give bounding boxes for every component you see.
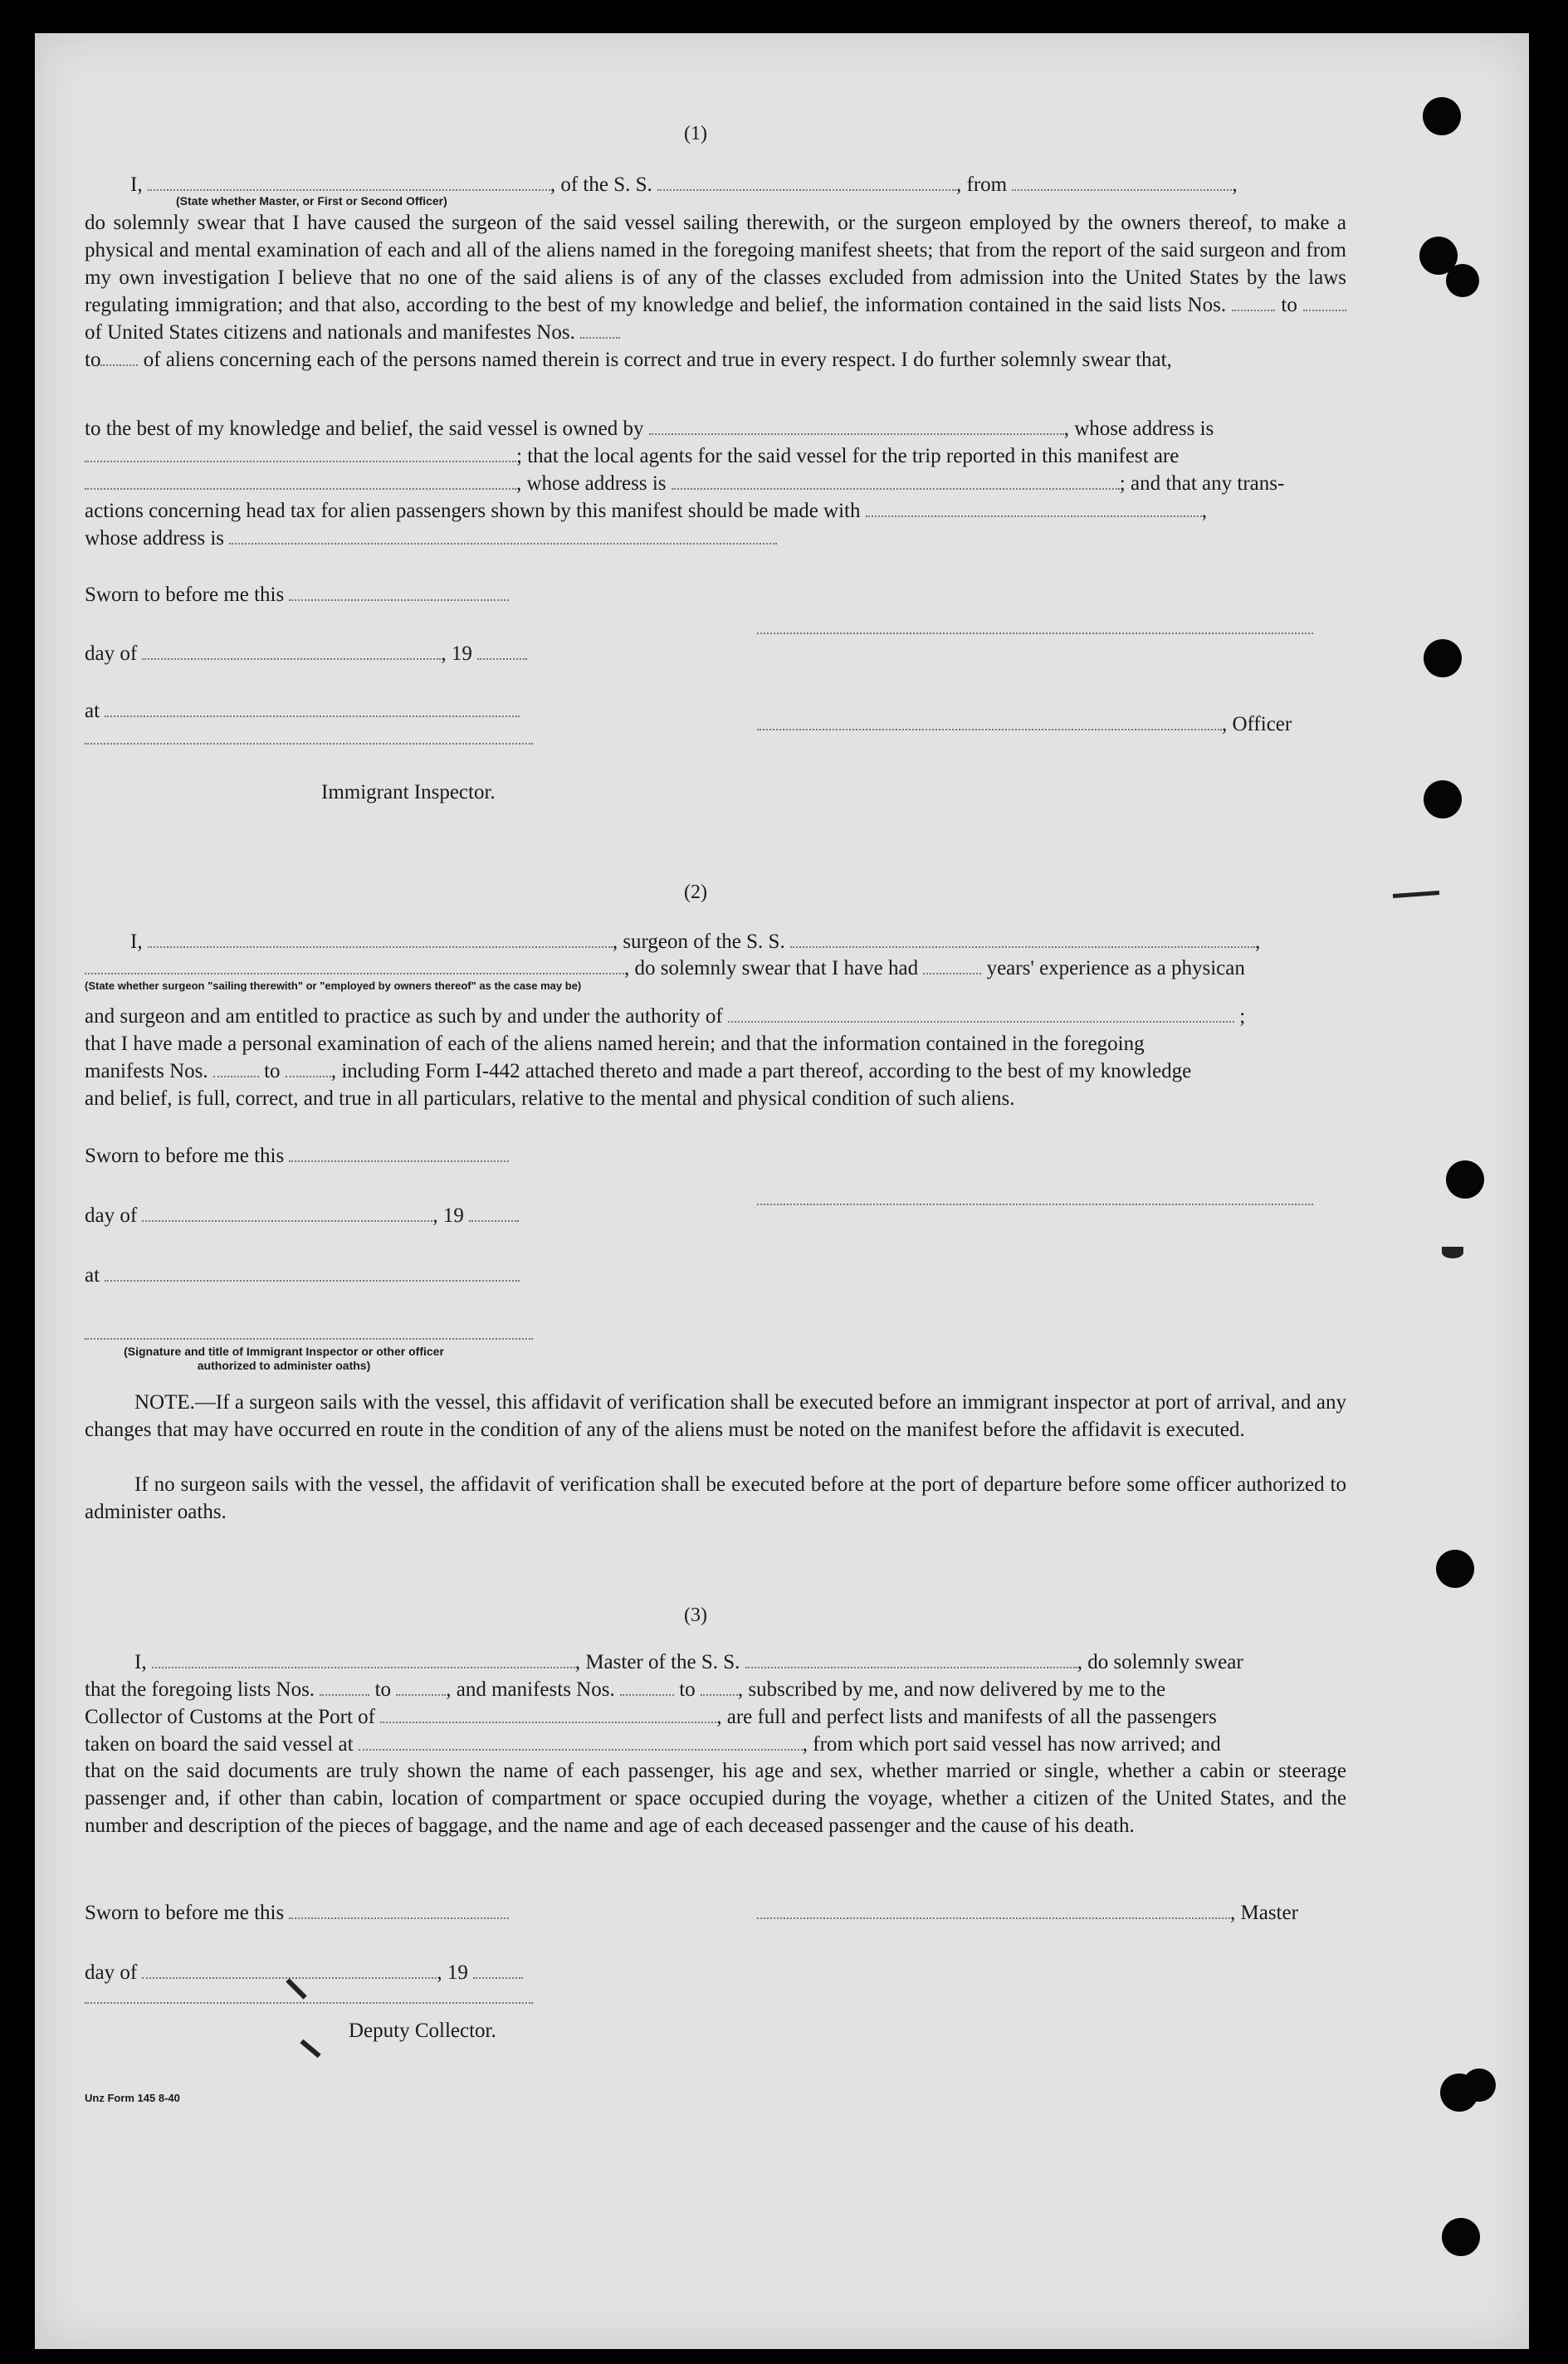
at-blank[interactable] [105,1263,520,1282]
year-blank[interactable] [477,642,527,660]
agents-blank[interactable] [85,471,516,490]
day-blank[interactable] [142,642,441,660]
section-2-number: (2) [684,882,707,903]
at-text: at [85,700,100,722]
arrived-text: , from which port said vessel has now arrived; and [802,1733,1221,1756]
subscribed-text: , subscribed by me, and now delivered by me to the [737,1678,1166,1701]
to-label: to [85,349,101,371]
trans-text: ; and that any trans- [1119,472,1285,495]
master-line [134,1650,1243,1675]
punch-hole [1446,264,1479,297]
ink-mark [1393,891,1439,898]
punch-hole [1436,1550,1474,1588]
surgeon-type-blank[interactable] [85,956,624,974]
to-label: to [374,1678,392,1701]
citizens-text: of United States citizens and nationals and manifestes Nos. [85,321,575,344]
surgeon-line [130,930,1260,955]
master-signature-line [757,1901,1298,1926]
ink-mark [1442,1247,1463,1258]
sworn-text: Sworn to before me this [85,1902,285,1924]
sworn-text: Sworn to before me this [85,584,285,606]
manifests-from-blank[interactable] [620,1678,674,1696]
note-paragraph-2: If no surgeon sails with the vessel, the affidavit of verification shall be executed before at the port of departure before some officer authorized to administer oaths. [85,1473,1346,1523]
officer-title-blank[interactable] [757,712,1222,730]
head-tax-line [85,499,1207,524]
manifests-to-blank[interactable] [286,1059,331,1077]
day-of-text: day of [85,642,138,665]
lists-text: that the foregoing lists Nos. [85,1678,315,1701]
comma: , [1232,173,1238,196]
taken-line [85,1732,1221,1757]
of-ss-label: , of the S. S. [550,173,652,196]
aliens-text: of aliens concerning each of the persons named therein is correct and true in every respect. I do further solemnly swear that, [143,349,1172,371]
head-tax-address-blank[interactable] [229,526,777,545]
swear-text: , do solemnly swear that I have had [624,957,919,979]
from-port-blank[interactable] [1012,173,1232,191]
surgeon-name-blank[interactable] [148,930,613,948]
i-label: I, [130,173,143,196]
day-of-text: day of [85,1204,138,1227]
manifests-to-blank[interactable] [100,348,138,366]
authority-text: and surgeon and am entitled to practice as such by and under the authority of [85,1005,723,1028]
owned-text: to the best of my knowledge and belief, the said vessel is owned by [85,418,644,440]
day-line-2 [85,1204,519,1228]
year-text: , 19 [441,642,472,665]
collector-line [85,1705,1217,1730]
form-page [35,33,1529,2349]
address-label: , whose address is [516,472,667,495]
manifests-line [85,1059,1191,1084]
master-name-blank[interactable] [152,1650,575,1668]
punch-hole [1423,97,1461,135]
lists-to-blank[interactable] [396,1678,446,1696]
inspector-signature-blank[interactable] [85,1338,533,1340]
officer-signature-blank[interactable] [757,633,1313,634]
vessel-name-blank[interactable] [745,1650,1077,1668]
authority-blank[interactable] [728,1004,1234,1023]
experience-line [85,956,1245,981]
year-blank[interactable] [469,1204,519,1222]
punch-hole [1424,639,1462,677]
inspector-signature-blank[interactable] [85,743,533,745]
to-label: to [1281,294,1297,316]
whose-address-line [85,526,777,551]
collector-text: Collector of Customs at the Port of [85,1706,375,1728]
body-text: do solemnly swear that I have caused the surgeon of the said vessel sailing therewith, or the surgeon employed by the owners thereof, to make a physical and mental examination of each and all of the aliens named in the foregoing manifest sheets; that from the report of the said surgeon and from my own investigation I believe that no one of the said aliens is of any of the classes excluded from admission into the United States by the laws regulating immigration; and that also, according to the best of my knowledge and belief, the information contained in the said lists Nos. [85,212,1346,316]
form-number: Unz Form 145 8-40 [85,2092,180,2104]
vessel-name-blank[interactable] [790,930,1255,948]
agents-address-line [85,471,1284,496]
authority-line [85,1004,1245,1029]
punch-hole [1446,1160,1484,1199]
agents-address-blank[interactable] [672,471,1120,490]
manifests-from-blank[interactable] [213,1059,259,1077]
lists-from-blank[interactable] [320,1678,369,1696]
master-of-text: , Master of the S. S. [574,1651,740,1673]
signature-caption: (Signature and title of Immigrant Inspector or other officer authorized to administer oaths) [124,1345,444,1372]
punch-hole [1424,780,1462,818]
owner-line [85,417,1214,442]
years-blank[interactable] [923,956,981,974]
sworn-line-2 [85,1144,509,1169]
at-line-2 [85,1263,520,1288]
head-tax-blank[interactable] [866,499,1202,517]
to-label: to [264,1060,281,1082]
semicolon: ; [1239,1005,1246,1028]
deputy-collector-label: Deputy Collector. [349,2020,496,2042]
manifests-to-blank[interactable] [701,1678,738,1696]
address-label: whose address is [85,527,225,549]
lists-line [85,1678,1165,1702]
agents-text: ; that the local agents for the said vessel for the trip reported in this manifest are [516,445,1180,467]
day-line-1 [85,642,527,667]
officer-line [757,712,1292,737]
day-blank[interactable] [142,1204,432,1222]
belief-line: and belief, is full, correct, and true in all particulars, relative to the mental and physical condition of such aliens. [85,1087,1015,1110]
comma: , [1201,500,1207,522]
master-text: , Master [1230,1902,1298,1924]
surgeon-signature-blank[interactable] [757,1204,1313,1205]
deputy-signature-blank[interactable] [85,2002,533,2004]
surgeon-caption: (State whether surgeon "sailing therewith" or "employed by owners thereof" as the case may be) [85,979,582,992]
sworn-line-1 [85,583,509,608]
vessel-name-blank[interactable] [657,173,956,191]
note-paragraph-1: NOTE.—If a surgeon sails with the vessel, this affidavit of verification shall be executed before an immigrant inspector at port of arrival, and any changes that may have occurred en route in the condition of any of the aliens must be noted on the manifest before the affidavit is executed. [85,1391,1346,1441]
officer-text: , Officer [1222,713,1292,735]
sworn-text: Sworn to before me this [85,1145,285,1167]
lists-to-blank[interactable] [1303,293,1346,311]
owner-address-blank[interactable] [85,444,516,462]
including-text: , including Form I-442 attached thereto and made a part thereof, according to the best of my knowledge [330,1060,1192,1082]
port-blank[interactable] [380,1705,716,1723]
head-tax-text: actions concerning head tax for alien passengers shown by this manifest should be made with [85,500,861,522]
section-1-body [85,209,1346,374]
swear-text: , do solemnly swear [1077,1651,1243,1673]
i-label: I, [130,930,143,953]
section-3-body: that on the said documents are truly shown the name of each passenger, his age and sex, whether married or single, whether a cabin or steerage passenger and, if other than cabin, location of compartment or space occupied during the voyage, whether a citizen of the United States, and the number and description of the pieces of baggage, and the name and age of each deceased passenger and the cause of his death. [85,1760,1346,1837]
from-label: , from [956,173,1008,196]
owner-blank[interactable] [649,417,1064,435]
examination-line: that I have made a personal examination of each of the aliens named herein; and that the information contained in the foregoing [85,1033,1145,1055]
year-text: , 19 [432,1204,464,1227]
at-blank[interactable] [105,699,520,717]
lists-from-blank[interactable] [1232,293,1275,311]
section-3-number: (3) [684,1604,707,1626]
officer-caption: (State whether Master, or First or Second Officer) [176,194,447,208]
departure-port-blank[interactable] [359,1732,803,1751]
day-line-3 [85,1961,523,1985]
to-label: to [679,1678,696,1701]
sworn-date-blank[interactable] [289,1901,509,1919]
punch-hole [1442,2218,1480,2256]
year-text: , 19 [437,1961,468,1984]
years-text: years' experience as a physican [986,957,1245,979]
address-label: , whose address is [1063,418,1214,440]
agents-line [85,444,1179,469]
year-blank[interactable] [473,1961,523,1979]
sworn-date-blank[interactable] [289,1144,509,1162]
manifests-text: manifests Nos. [85,1060,208,1082]
sworn-line-3 [85,1901,509,1926]
at-text: at [85,1264,100,1287]
punch-hole [1463,2068,1496,2102]
sworn-date-blank[interactable] [289,583,509,601]
surgeon-of-text: , surgeon of the S. S. [612,930,785,953]
manifests-from-blank[interactable] [580,320,620,339]
taken-text: taken on board the said vessel at [85,1733,354,1756]
section-1-number: (1) [684,123,707,144]
ink-mark [300,2039,320,2059]
day-of-text: day of [85,1961,138,1984]
officer-name-blank[interactable] [148,173,550,191]
at-line-1 [85,699,520,724]
immigrant-inspector-label: Immigrant Inspector. [321,781,496,803]
manifests-text: , and manifests Nos. [446,1678,615,1701]
day-blank[interactable] [142,1961,437,1979]
i-label: I, [134,1651,147,1673]
master-signature-blank[interactable] [757,1901,1230,1919]
full-text: , are full and perfect lists and manifests of all the passengers [716,1706,1217,1728]
comma: , [1254,930,1261,953]
